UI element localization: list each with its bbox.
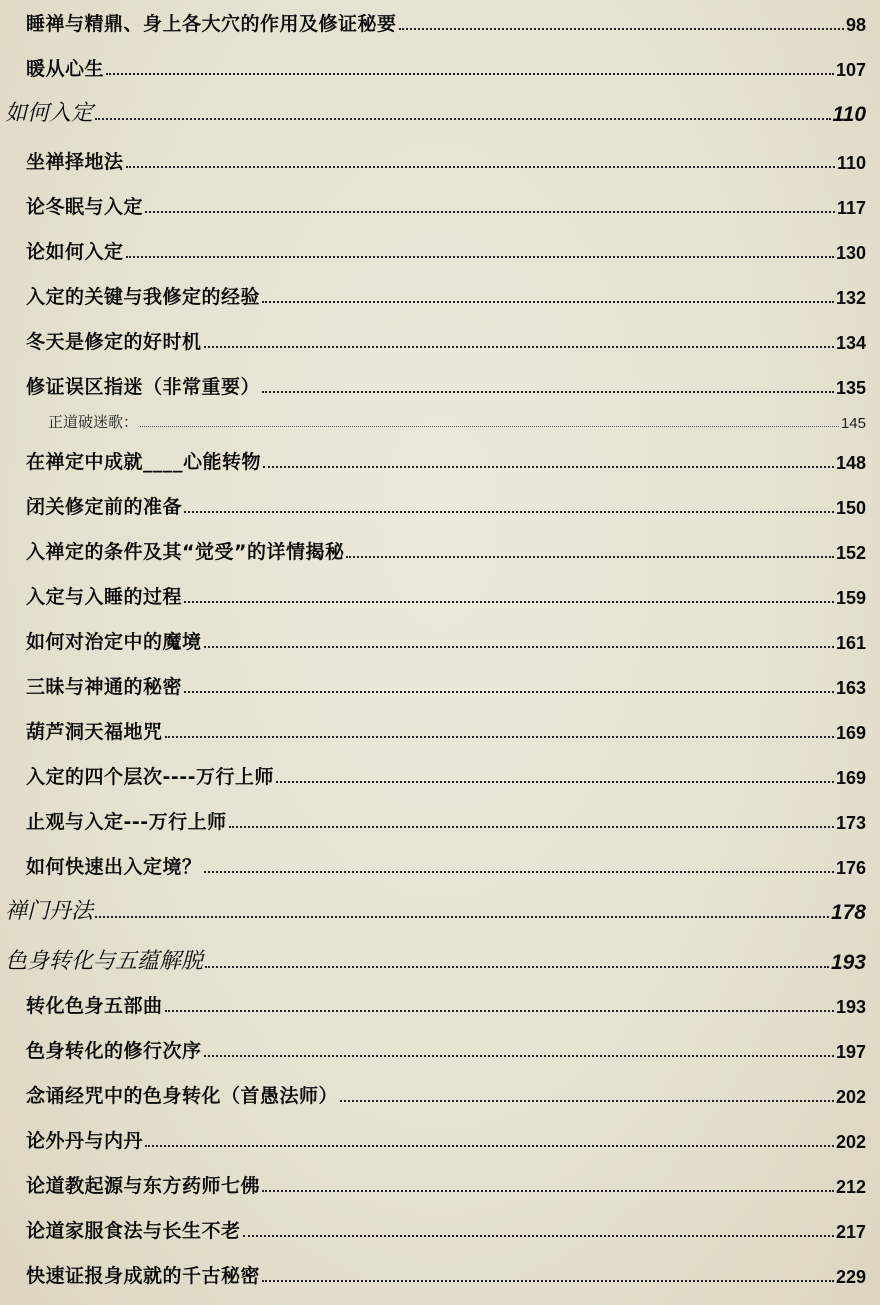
toc-entry[interactable] bbox=[0, 371, 880, 399]
dot-leader bbox=[95, 916, 829, 918]
toc-entry-title: 论如何入定 bbox=[26, 241, 124, 263]
toc-entry-page: 148 bbox=[835, 453, 866, 473]
toc-subentry-page: 145 bbox=[840, 415, 866, 432]
dot-leader bbox=[243, 1235, 834, 1237]
dot-leader bbox=[204, 1055, 834, 1057]
toc-entry-title: 如何快速出入定境？ bbox=[26, 856, 202, 878]
toc-entry-page: 98 bbox=[845, 15, 866, 35]
toc-entry-title: 色身转化的修行次序 bbox=[26, 1040, 202, 1062]
toc-entry[interactable] bbox=[0, 1035, 880, 1063]
dot-leader bbox=[276, 781, 834, 783]
toc-entry[interactable] bbox=[0, 491, 880, 519]
dot-leader bbox=[204, 646, 834, 648]
dot-leader bbox=[205, 966, 829, 968]
toc-entry-page: 202 bbox=[835, 1132, 866, 1152]
dot-leader bbox=[145, 1145, 834, 1147]
toc-chapter-title: 如何入定 bbox=[5, 101, 94, 126]
toc-entry-title: 三昧与神通的秘密 bbox=[26, 676, 183, 698]
toc-entry[interactable] bbox=[0, 326, 880, 354]
dot-leader bbox=[126, 166, 835, 168]
toc-entry-title: 论外丹与内丹 bbox=[26, 1130, 144, 1152]
toc-entry-page: 134 bbox=[835, 333, 866, 353]
toc-entry-title: 如何对治定中的魔境 bbox=[26, 631, 202, 653]
toc-entry-page: 193 bbox=[835, 997, 866, 1017]
toc-chapter[interactable] bbox=[0, 95, 880, 127]
toc-entry[interactable] bbox=[0, 626, 880, 654]
toc-entry[interactable] bbox=[0, 1215, 880, 1243]
toc-entry-page: 202 bbox=[835, 1087, 866, 1107]
toc-entry-title: 转化色身五部曲 bbox=[26, 995, 163, 1017]
toc-entry[interactable] bbox=[0, 1125, 880, 1153]
toc-entry-title: 冬天是修定的好时机 bbox=[26, 331, 202, 353]
toc-entry[interactable] bbox=[0, 8, 880, 36]
dot-leader bbox=[346, 556, 833, 558]
toc-entry-page: 150 bbox=[835, 498, 866, 518]
toc-entry-title: 入禅定的条件及其“觉受”的详情揭秘 bbox=[26, 541, 345, 563]
toc-entry-page: 173 bbox=[835, 813, 866, 833]
toc-entry-page: 132 bbox=[835, 288, 866, 308]
toc-chapter-page: 193 bbox=[830, 951, 866, 974]
toc-entry[interactable] bbox=[0, 990, 880, 1018]
toc-entry-title: 暖从心生 bbox=[26, 58, 105, 80]
dot-leader bbox=[204, 871, 834, 873]
toc-entry-page: 169 bbox=[835, 768, 866, 788]
toc-subentry[interactable] bbox=[0, 410, 880, 432]
dot-leader bbox=[204, 346, 834, 348]
dot-leader bbox=[184, 511, 834, 513]
toc-entry-page: 163 bbox=[835, 678, 866, 698]
toc-entry-title: 坐禅择地法 bbox=[26, 151, 124, 173]
dot-leader bbox=[140, 426, 839, 427]
toc-entry[interactable] bbox=[0, 671, 880, 699]
dot-leader bbox=[229, 826, 834, 828]
toc-entry[interactable] bbox=[0, 536, 880, 564]
toc-entry[interactable] bbox=[0, 581, 880, 609]
toc-chapter[interactable] bbox=[0, 893, 880, 925]
toc-entry-page: 229 bbox=[835, 1267, 866, 1287]
toc-entry-title: 快速证报身成就的千古秘密 bbox=[26, 1265, 261, 1287]
dot-leader bbox=[340, 1100, 834, 1102]
toc-entry[interactable] bbox=[0, 806, 880, 834]
toc-entry-page: 130 bbox=[835, 243, 866, 263]
toc-entry-title: 念诵经咒中的色身转化（首愚法师） bbox=[26, 1085, 339, 1107]
toc-entry-title: 睡禅与精鼎、身上各大穴的作用及修证秘要 bbox=[26, 13, 397, 35]
toc-chapter-title: 禅门丹法 bbox=[5, 899, 94, 924]
toc-entry-page: 159 bbox=[835, 588, 866, 608]
toc-entry-page: 212 bbox=[835, 1177, 866, 1197]
toc-entry-page: 117 bbox=[836, 198, 866, 218]
dot-leader bbox=[95, 118, 831, 120]
dot-leader bbox=[263, 466, 834, 468]
toc-entry-title: 论道家服食法与长生不老 bbox=[26, 1220, 241, 1242]
toc-entry-page: 169 bbox=[835, 723, 866, 743]
dot-leader bbox=[145, 211, 835, 213]
toc-entry[interactable] bbox=[0, 1080, 880, 1108]
toc-entry-title: 闭关修定前的准备 bbox=[26, 496, 183, 518]
toc-entry[interactable] bbox=[0, 851, 880, 879]
dot-leader bbox=[184, 691, 834, 693]
dot-leader bbox=[106, 73, 834, 75]
toc-entry-title: 入定的四个层次----万行上师 bbox=[26, 766, 275, 788]
toc-entry[interactable] bbox=[0, 446, 880, 474]
toc-entry[interactable] bbox=[0, 53, 880, 81]
dot-leader bbox=[184, 601, 834, 603]
toc-entry[interactable] bbox=[0, 1170, 880, 1198]
toc-entry-page: 197 bbox=[835, 1042, 866, 1062]
toc-chapter-page: 110 bbox=[832, 103, 866, 126]
dot-leader bbox=[262, 301, 834, 303]
toc-entry[interactable] bbox=[0, 761, 880, 789]
dot-leader bbox=[262, 391, 834, 393]
toc-entry[interactable] bbox=[0, 1260, 880, 1288]
toc-chapter-title: 色身转化与五蕴解脱 bbox=[5, 949, 204, 974]
toc-chapter-page: 178 bbox=[830, 901, 866, 924]
dot-leader bbox=[262, 1190, 834, 1192]
toc-entry-title: 入定的关键与我修定的经验 bbox=[26, 286, 261, 308]
toc-entry-title: 入定与入睡的过程 bbox=[26, 586, 183, 608]
dot-leader bbox=[399, 28, 844, 30]
toc-entry-title: 葫芦洞天福地咒 bbox=[26, 721, 163, 743]
toc-entry[interactable] bbox=[0, 146, 880, 174]
toc-entry-title: 在禅定中成就____心能转物 bbox=[26, 451, 262, 473]
dot-leader bbox=[262, 1280, 834, 1282]
dot-leader bbox=[126, 256, 834, 258]
toc-entry-title: 修证误区指迷（非常重要） bbox=[26, 376, 261, 398]
dot-leader bbox=[165, 1010, 834, 1012]
toc-entry-page: 161 bbox=[835, 633, 866, 653]
toc-entry-title: 论冬眠与入定 bbox=[26, 196, 144, 218]
toc-chapter[interactable] bbox=[0, 943, 880, 975]
dot-leader bbox=[165, 736, 834, 738]
toc-entry[interactable] bbox=[0, 281, 880, 309]
toc-entry-page: 152 bbox=[835, 543, 866, 563]
toc-entry-page: 176 bbox=[835, 858, 866, 878]
toc-entry[interactable] bbox=[0, 716, 880, 744]
toc-entry-page: 107 bbox=[835, 60, 866, 80]
toc-entry[interactable] bbox=[0, 191, 880, 219]
toc-entry-page: 217 bbox=[835, 1222, 866, 1242]
toc-subentry-title: 正道破迷歌： bbox=[48, 413, 139, 431]
toc-entry-page: 135 bbox=[835, 378, 866, 398]
toc-entry-page: 110 bbox=[836, 153, 866, 173]
toc-entry-title: 止观与入定---万行上师 bbox=[26, 811, 227, 833]
toc-entry[interactable] bbox=[0, 236, 880, 264]
toc-entry-title: 论道教起源与东方药师七佛 bbox=[26, 1175, 261, 1197]
